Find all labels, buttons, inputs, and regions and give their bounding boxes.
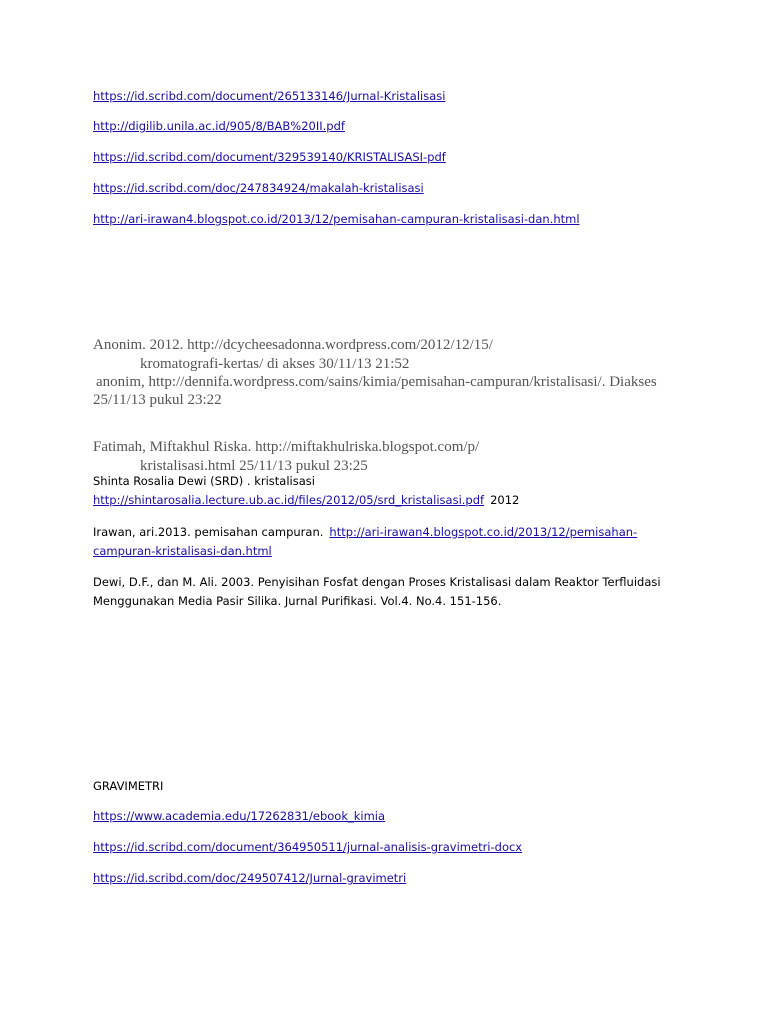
reference-link[interactable]: http://digilib.unila.ac.id/905/8/BAB%20II.pdf (93, 119, 345, 133)
shinta-year: 2012 (490, 493, 520, 507)
shinta-reference-text: Shinta Rosalia Dewi (SRD) . kristalisasi (93, 474, 315, 488)
gravimetri-heading: GRAVIMETRI (93, 779, 164, 793)
gravimetri-link[interactable]: https://www.academia.edu/17262831/ebook_kimia (93, 809, 386, 823)
irawan-reference-link[interactable]: http://ari-irawan4.blogspot.co.id/2013/12/pemisahan- (329, 525, 638, 539)
anonim-reference-line: kromatografi-kertas/ di akses 30/11/13 21:52 (140, 356, 410, 372)
irawan-reference-text: Irawan, ari.2013. pemisahan campuran. (93, 525, 324, 539)
irawan-reference-link-continued[interactable]: campuran-kristalisasi-dan.html (93, 544, 272, 558)
reference-link[interactable]: https://id.scribd.com/doc/247834924/makalah-kristalisasi (93, 181, 424, 195)
irawan-reference-line (93, 525, 637, 539)
anonim-reference-line: anonim, http://dennifa.wordpress.com/sains/kimia/pemisahan-campuran/kristalisasi/. Diakses (96, 374, 657, 390)
reference-link[interactable]: https://id.scribd.com/document/265133146/Jurnal-Kristalisasi (93, 89, 446, 103)
shinta-reference-link[interactable]: http://shintarosalia.lecture.ub.ac.id/files/2012/05/srd_kristalisasi.pdf (93, 493, 485, 507)
reference-link[interactable]: https://id.scribd.com/document/329539140/KRISTALISASI-pdf (93, 150, 446, 164)
fatimah-reference-line: Fatimah, Miftakhul Riska. http://miftakhulriska.blogspot.com/p/ (93, 439, 480, 455)
dewi-reference-line: Dewi, D.F., dan M. Ali. 2003. Penyisihan Fosfat dengan Proses Kristalisasi dalam Reaktor Terfluidasi (93, 575, 661, 589)
anonim-reference-line: Anonim. 2012. http://dcycheesadonna.wordpress.com/2012/12/15/ (93, 337, 493, 353)
dewi-reference-line: Menggunakan Media Pasir Silika. Jurnal Purifikasi. Vol.4. No.4. 151-156. (93, 594, 502, 608)
reference-link[interactable]: http://ari-irawan4.blogspot.co.id/2013/12/pemisahan-campuran-kristalisasi-dan.html (93, 212, 580, 226)
gravimetri-link[interactable]: https://id.scribd.com/doc/249507412/Jurnal-gravimetri (93, 871, 407, 885)
fatimah-reference-line: kristalisasi.html 25/11/13 pukul 23:25 (140, 458, 368, 474)
anonim-reference-line: 25/11/13 pukul 23:22 (93, 392, 222, 408)
gravimetri-link[interactable]: https://id.scribd.com/document/364950511/jurnal-analisis-gravimetri-docx (93, 840, 523, 854)
shinta-reference-line (93, 493, 519, 507)
